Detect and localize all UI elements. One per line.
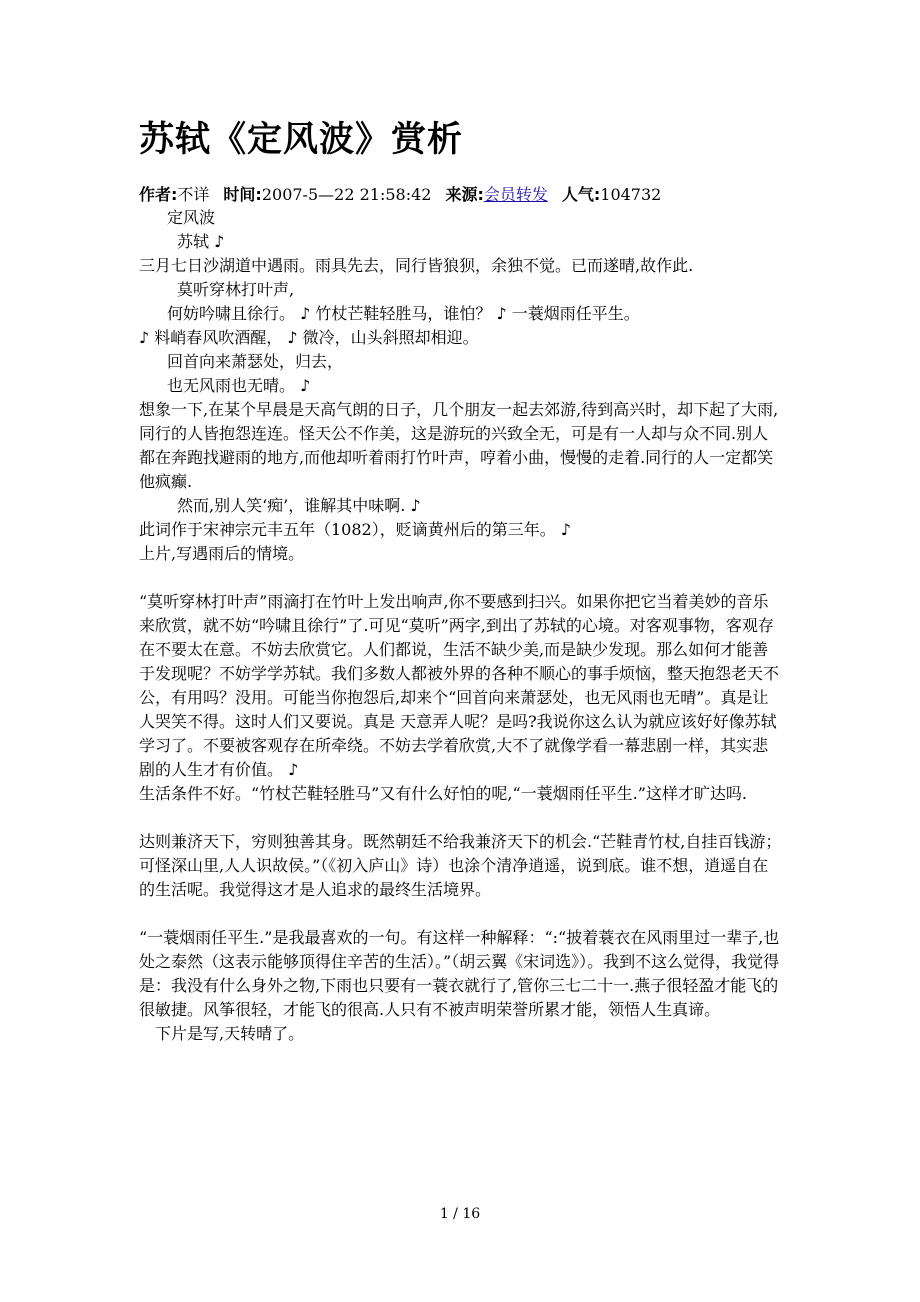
paragraph: 上片,写遇雨后的情境。 bbox=[139, 544, 305, 563]
poem-line: 回首向来萧瑟处，归去， bbox=[167, 352, 344, 371]
paragraph: 达则兼济天下，穷则独善其身。既然朝廷不给我兼济天下的机会.“芒鞋青竹杖,自挂百钱游；可怪深山里,人人识故侯。”（《初入庐山》诗）也涂个清净逍遥，说到底。谁不想，逍遥自在的生活呢。我觉得这才是人追求的最终生活境界。 bbox=[139, 832, 782, 899]
article-title: 苏轼《定风波》赏析 bbox=[139, 120, 464, 160]
page-number: 1 / 16 bbox=[439, 1206, 481, 1222]
time-value: 2007-5—22 21:58:42 bbox=[261, 185, 432, 204]
poem-title: 定风波 bbox=[167, 208, 216, 227]
paragraph: “莫听穿林打叶声”雨滴打在竹叶上发出响声,你不要感到扫兴。如果你把它当着美妙的音乐来欣赏，就不妨“吟啸且徐行”了.可见“莫听”两字,到出了苏轼的心境。对客观事物，客观存在不要太在意。不妨去欣赏它。人们都说，生活不缺少美,而是缺少发现。那么如何才能善于发现呢？不妨学学苏轼。我们多数人都被外界的各种不顺心的事手烦恼，整天抱怨老天不公，有用吗？没用。可能当你抱怨后,却来个“回首向来萧瑟处，也无风雨也无晴”。真是让人哭笑不得。这时人们又要说。真是 天意弄人呢？是吗?我说你这么认为就应该好好像苏轼学习了。不要被客观存在所牵绕。不妨去学着欣赏,大不了就像学看一幕悲剧一样，其实悲剧的人生才有价值。 ♪ bbox=[139, 592, 780, 779]
time-label: 时间: bbox=[223, 185, 262, 204]
poem-line: 莫听穿林打叶声, bbox=[177, 280, 295, 299]
paragraph: 此词作于宋神宗元丰五年（1082），贬谪黄州后的第三年。 ♪ bbox=[139, 520, 572, 539]
poem-line: ♪ 料峭春风吹酒醒， ♪ 微冷，山头斜照却相迎。 bbox=[139, 328, 479, 347]
paragraph: “一蓑烟雨任平生.”是我最喜欢的一句。有这样一种解释：“:“披着蓑衣在风雨里过一辈子,也处之泰然（这表示能够顶得住辛苦的生活）。”（胡云翼《宋词选》）。我到不这么觉得，我觉得是：我没有什么身外之物,下雨也只要有一蓑衣就行了,管你三七二十一.燕子很轻盈才能飞的很敏捷。风筝很轻，才能飞的很高.人只有不被声明荣誉所累才能，领悟人生真谛。 bbox=[139, 928, 780, 1019]
author-label: 作者: bbox=[139, 185, 178, 204]
views-value: 104732 bbox=[600, 185, 662, 204]
paragraph: 然而,别人笑‘痴’，谁解其中味啊. ♪ bbox=[177, 496, 421, 515]
poem-line: 何妨吟啸且徐行。 ♪ 竹杖芒鞋轻胜马，谁怕？ ♪ 一蓑烟雨任平生。 bbox=[167, 304, 640, 323]
article-meta bbox=[139, 182, 799, 205]
article-body bbox=[139, 206, 784, 1046]
source-link[interactable]: 会员转发 bbox=[483, 185, 548, 204]
poem-line: 也无风雨也无晴。 ♪ bbox=[167, 376, 311, 395]
views-label: 人气: bbox=[561, 185, 601, 204]
poem-author: 苏轼 ♪ bbox=[177, 232, 225, 251]
author-value: 不详 bbox=[177, 185, 210, 204]
source-label: 来源: bbox=[445, 185, 484, 204]
paragraph: 生活条件不好。“竹杖芒鞋轻胜马”又有什么好怕的呢,“一蓑烟雨任平生.”这样才旷达吗. bbox=[139, 784, 747, 803]
paragraph: 想象一下,在某个早晨是天高气朗的日子，几个朋友一起去郊游,待到高兴时，却下起了大雨,同行的人皆抱怨连连。怪天公不作美，这是游玩的兴致全无，可是有一人却与众不同.别人都在奔跑找避雨的地方,而他却听着雨打竹叶声，哼着小曲，慢慢的走着.同行的人一定都笑他疯癫. bbox=[139, 400, 779, 491]
poem-preface: 三月七日沙湖道中遇雨。雨具先去，同行皆狼狈，余独不觉。已而遂晴,故作此. bbox=[139, 256, 694, 275]
paragraph: 下片是写,天转晴了。 bbox=[155, 1024, 305, 1043]
